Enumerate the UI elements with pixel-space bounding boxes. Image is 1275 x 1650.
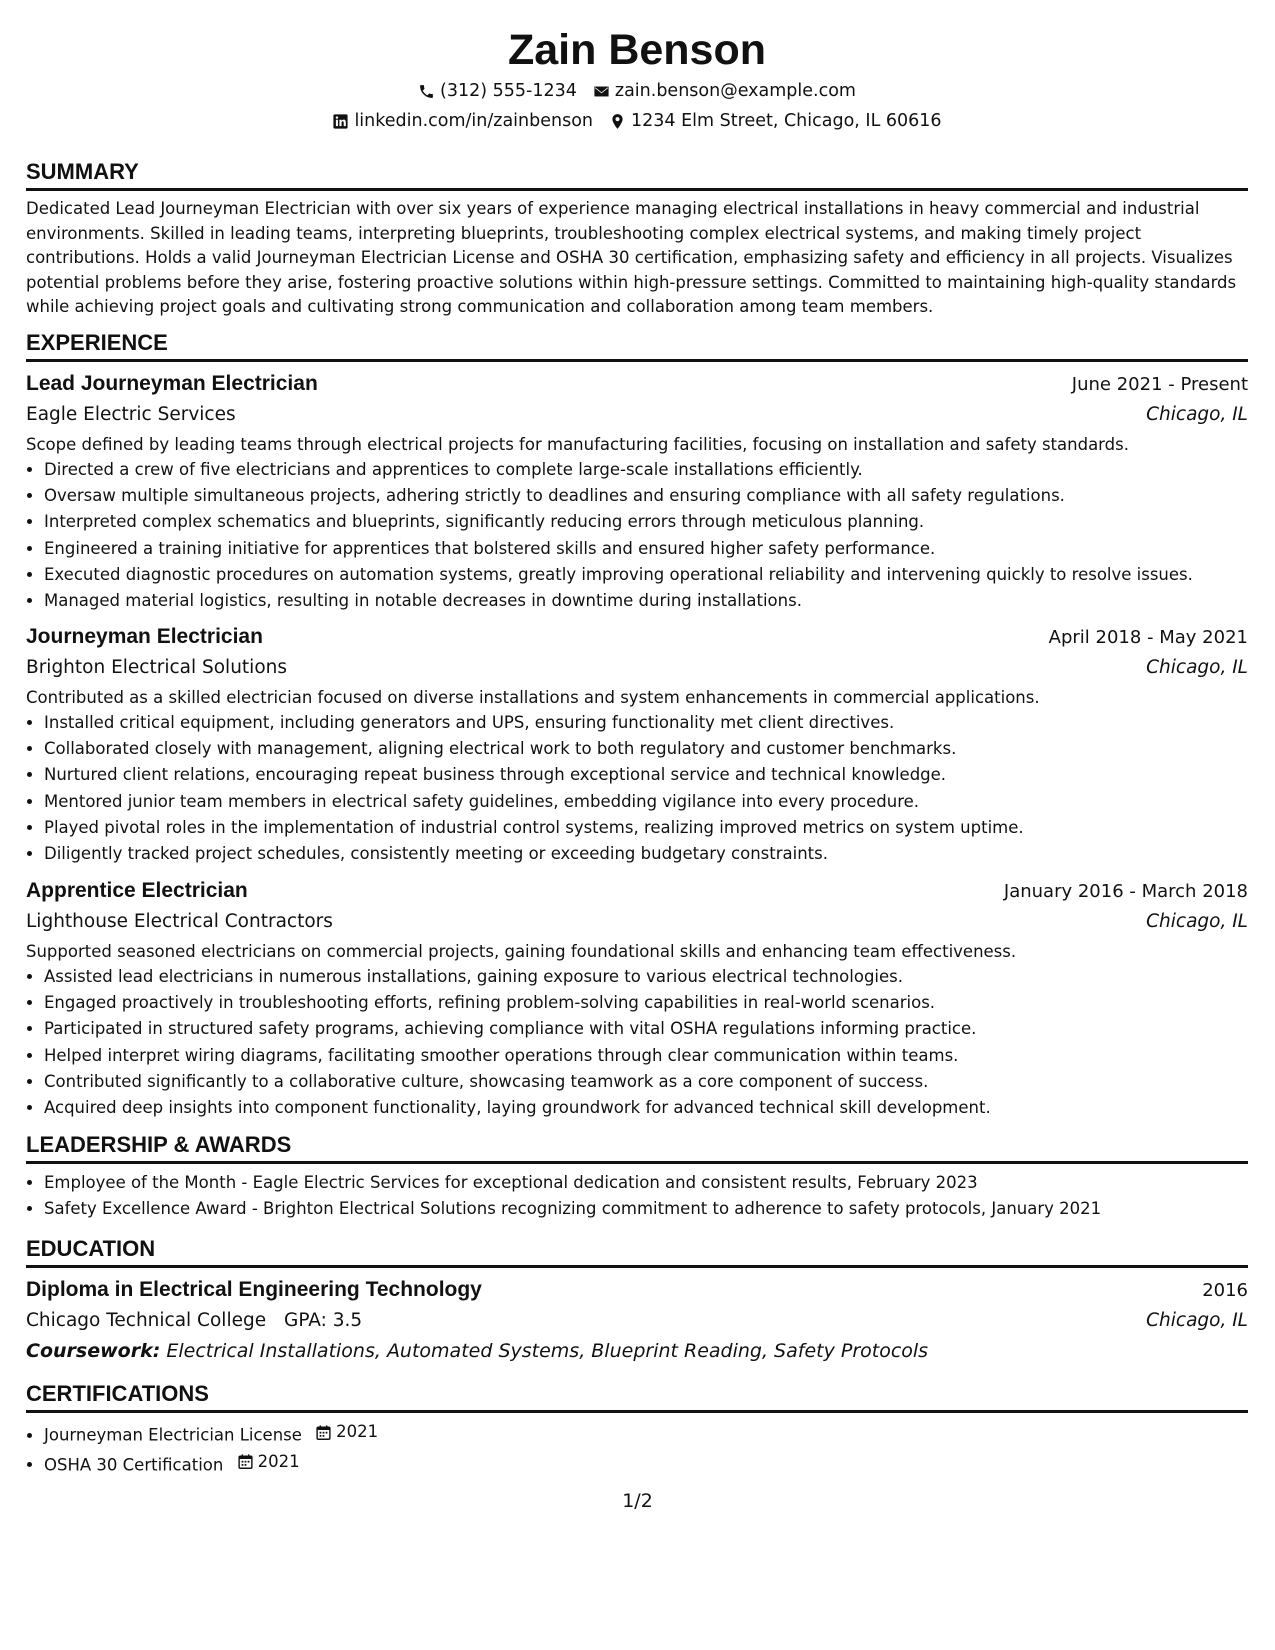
phone-number: (312) 555-1234 bbox=[440, 81, 577, 101]
phone-contact bbox=[418, 76, 577, 106]
job-dates: June 2021 - Present bbox=[1071, 374, 1248, 395]
calendar-icon bbox=[315, 1424, 332, 1441]
linkedin-contact bbox=[332, 106, 593, 136]
list-item: • Directed a crew of five electricians and apprentices to complete large-scale installations efficiently. bbox=[44, 457, 1248, 483]
summary-section bbox=[26, 158, 1248, 320]
job-entry bbox=[26, 368, 1248, 621]
job-location: Chicago, IL bbox=[1146, 404, 1248, 425]
list-item: • Helped interpret wiring diagrams, facilitating smoother operations through clear communication within teams. bbox=[44, 1043, 1248, 1069]
job-description: Contributed as a skilled electrician focused on diverse installations and system enhancements in commercial applications. bbox=[26, 688, 1040, 707]
list-item: • Interpreted complex schematics and blueprints, significantly reducing errors through meticulous planning. bbox=[44, 509, 1248, 535]
job-description: Supported seasoned electricians on commercial projects, gaining foundational skills and enhancing team effectiveness. bbox=[26, 942, 1017, 961]
list-item: • Collaborated closely with management, aligning electrical work to both regulatory and customer benchmarks. bbox=[44, 736, 1248, 762]
summary-text: Dedicated Lead Journeyman Electrician with over six years of experience managing electrical installations in heavy commercial and industrial environments. Skilled in leading teams, interpreting blueprints, troubleshooting complex electrical systems, and making timely project contributions. Holds a valid Journeyman Electrician License and OSHA 30 certification, emphasizing safety and efficiency in all projects. Visualizes potential problems before they arise, fostering proactive solutions within high-pressure settings. Committed to maintaining high-quality standards while achieving project goals and cultivating strong communication and collaboration among team members. bbox=[26, 199, 1237, 317]
envelope-icon bbox=[593, 83, 610, 100]
list-item: • Engineered a training initiative for apprentices that bolstered skills and ensured higher safety performance. bbox=[44, 536, 1248, 562]
linkedin-icon bbox=[332, 113, 349, 130]
gpa: GPA: 3.5 bbox=[283, 1310, 363, 1331]
certifications-section bbox=[26, 1380, 1248, 1479]
job-description: Scope defined by leading teams through electrical projects for manufacturing facilities, focusing on installation and safety standards. bbox=[26, 435, 1129, 454]
contact-row-2 bbox=[26, 106, 1248, 136]
list-item: • Participated in structured safety programs, achieving compliance with vital OSHA regulations informing practice. bbox=[44, 1016, 1248, 1042]
certification-year: 2021 bbox=[336, 1422, 379, 1441]
certifications-heading: CERTIFICATIONS bbox=[26, 1380, 1248, 1413]
street-address: 1234 Elm Street, Chicago, IL 60616 bbox=[631, 111, 942, 131]
list-item bbox=[44, 1419, 1248, 1449]
certifications-list bbox=[26, 1419, 1248, 1479]
phone-icon bbox=[418, 83, 435, 100]
job-title: Lead Journeyman Electrician bbox=[26, 372, 318, 395]
list-item: • Oversaw multiple simultaneous projects, adhering strictly to deadlines and ensuring compliance with all safety regulations. bbox=[44, 483, 1248, 509]
candidate-name: Zain Benson bbox=[507, 26, 767, 74]
school-location: Chicago, IL bbox=[1146, 1310, 1248, 1331]
awards-heading: LEADERSHIP & AWARDS bbox=[26, 1131, 1248, 1164]
job-title: Apprentice Electrician bbox=[26, 879, 248, 902]
experience-heading: EXPERIENCE bbox=[26, 329, 1248, 362]
experience-section bbox=[26, 329, 1248, 1121]
email-address: zain.benson@example.com bbox=[614, 81, 856, 101]
education-heading: EDUCATION bbox=[26, 1235, 1248, 1268]
job-bullets bbox=[26, 964, 1248, 1121]
certification-name: Journeyman Electrician License bbox=[44, 1425, 302, 1445]
calendar-icon bbox=[237, 1453, 254, 1470]
list-item: • Assisted lead electricians in numerous installations, gaining exposure to various electrical technologies. bbox=[44, 964, 1248, 990]
list-item bbox=[44, 1449, 1248, 1479]
list-item: • Diligently tracked project schedules, consistently meeting or exceeding budgetary constraints. bbox=[44, 841, 1248, 867]
job-bullets bbox=[26, 457, 1248, 614]
page-number: 1/2 bbox=[622, 1490, 653, 1512]
awards-list bbox=[26, 1170, 1248, 1222]
education-section bbox=[26, 1235, 1248, 1366]
linkedin-url: linkedin.com/in/zainbenson bbox=[354, 111, 594, 131]
email-contact bbox=[593, 76, 856, 106]
list-item: • Played pivotal roles in the implementation of industrial control systems, realizing improved metrics on system uptime. bbox=[44, 815, 1248, 841]
list-item: • Managed material logistics, resulting in notable decreases in downtime during installations. bbox=[44, 588, 1248, 614]
job-bullets bbox=[26, 710, 1248, 867]
coursework bbox=[26, 1336, 1248, 1366]
address-contact bbox=[609, 106, 942, 136]
job-location: Chicago, IL bbox=[1146, 657, 1248, 678]
job-dates: April 2018 - May 2021 bbox=[1048, 627, 1248, 648]
list-item: • Mentored junior team members in electrical safety guidelines, embedding vigilance into every procedure. bbox=[44, 789, 1248, 815]
list-item: • Engaged proactively in troubleshooting efforts, refining problem-solving capabilities in real-world scenarios. bbox=[44, 990, 1248, 1016]
job-company: Eagle Electric Services bbox=[26, 404, 236, 425]
certification-name: OSHA 30 Certification bbox=[44, 1455, 224, 1475]
graduation-year: 2016 bbox=[1202, 1280, 1248, 1301]
job-location: Chicago, IL bbox=[1146, 911, 1248, 932]
list-item: • Nurtured client relations, encouraging repeat business through exceptional service and technical knowledge. bbox=[44, 762, 1248, 788]
job-dates: January 2016 - March 2018 bbox=[1003, 881, 1248, 902]
coursework-list: Electrical Installations, Automated Systems, Blueprint Reading, Safety Protocols bbox=[166, 1340, 929, 1362]
list-item: • Acquired deep insights into component functionality, laying groundwork for advanced technical skill development. bbox=[44, 1095, 1248, 1121]
school-name: Chicago Technical College bbox=[26, 1310, 267, 1331]
job-entry bbox=[26, 875, 1248, 1121]
certification-year: 2021 bbox=[257, 1451, 300, 1471]
list-item: • Contributed significantly to a collaborative culture, showcasing teamwork as a core component of success. bbox=[44, 1069, 1248, 1095]
resume-page bbox=[26, 0, 1248, 1475]
map-pin-icon bbox=[609, 113, 626, 130]
awards-section bbox=[26, 1131, 1248, 1222]
contact-row-1 bbox=[26, 76, 1248, 106]
job-company: Brighton Electrical Solutions bbox=[26, 657, 287, 678]
list-item: • Employee of the Month - Eagle Electric Services for exceptional dedication and consistent results, February 2023 bbox=[44, 1170, 1248, 1196]
job-company: Lighthouse Electrical Contractors bbox=[26, 911, 333, 932]
job-title: Journeyman Electrician bbox=[26, 625, 263, 648]
list-item: • Safety Excellence Award - Brighton Electrical Solutions recognizing commitment to adherence to safety protocols, January 2021 bbox=[44, 1196, 1248, 1222]
list-item: • Executed diagnostic procedures on automation systems, greatly improving operational reliability and intervening quickly to resolve issues. bbox=[44, 562, 1248, 588]
job-entry bbox=[26, 621, 1248, 875]
list-item: • Installed critical equipment, including generators and UPS, ensuring functionality met client directives. bbox=[44, 710, 1248, 736]
summary-heading: SUMMARY bbox=[26, 158, 1248, 191]
coursework-label: Coursework: bbox=[26, 1340, 161, 1362]
degree-title: Diploma in Electrical Engineering Technology bbox=[26, 1278, 482, 1301]
